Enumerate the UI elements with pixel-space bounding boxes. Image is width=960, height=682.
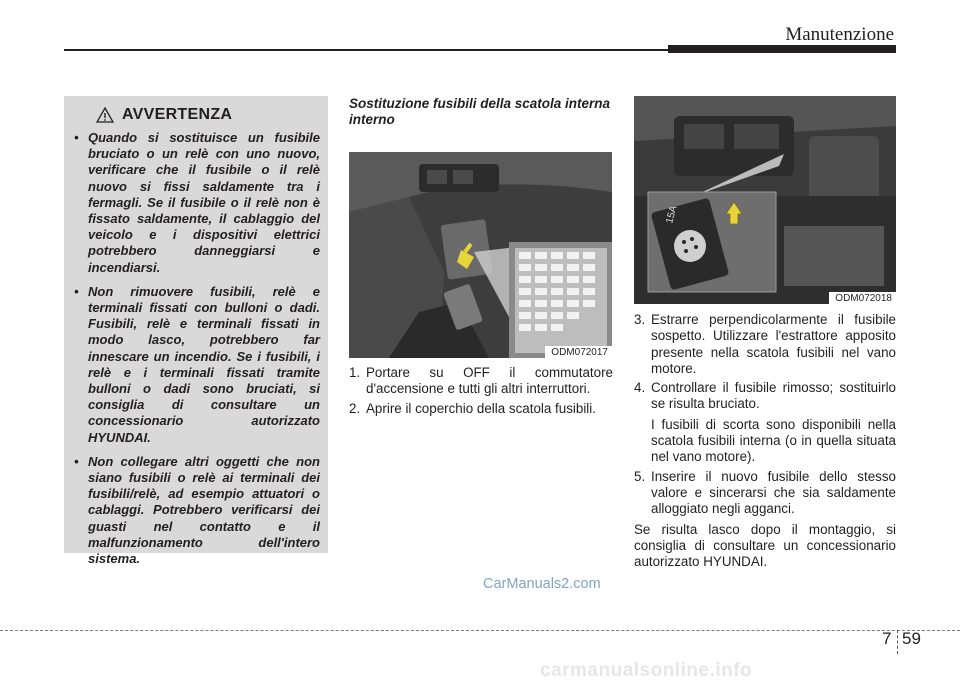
step-number: 4. [634,380,646,396]
fuse-value-text: 15A [664,204,680,225]
warning-triangle-icon [96,107,114,123]
header-rule [64,49,668,51]
warning-item-text: Non rimuovere fusibili, relè e terminali fissati con bulloni o dadi. Fusibili, relè e terminali fissati in modo lasco, potrebbero far innescare un incendio. Se i fusibili, i relè e i terminali fissati tramite bulloni o dadi sono bruciati, si consiglia di consultare un concessionario autorizzato HYUNDAI. [88,283,320,445]
bullet: • [74,283,79,299]
step-item [349,365,613,398]
photo-code-label: ODM072018 [829,292,896,304]
bullet: • [74,130,79,145]
warning-title: AVVERTENZA [122,106,233,123]
photo-code-label: ODM072017 [545,346,612,358]
steps-list-right [634,312,896,518]
bullet: • [74,453,79,469]
right-column [634,96,896,570]
step-number: 2. [349,400,361,416]
dashboard-illustration [349,152,612,358]
step-subnote: I fusibili di scorta sono disponibili nella scatola fusibili interna (o in quella situata nel vano motore). [651,416,896,465]
warning-header [96,102,320,128]
step-number: 3. [634,312,646,327]
step-text: Portare su OFF il commutatore d'accensione e tutti gli altri interruttori. [366,365,613,397]
step-number: 1. [349,365,361,380]
step-text: Aprire il coperchio della scatola fusibili. [366,400,596,416]
warning-box [64,96,328,567]
warning-item [74,130,320,276]
watermark-link[interactable]: CarManuals2.com [483,576,601,592]
page-number-divider [897,630,898,654]
warning-list [74,130,320,567]
middle-column [349,96,613,420]
warning-item [74,284,320,446]
section-title: Sostituzione fusibili della scatola interna interno [349,96,611,127]
footer-watermark: carmanualsonline.info [540,660,753,681]
step-text: Controllare il fusibile rimosso; sostituirlo se risulta bruciato. [651,380,896,412]
warning-item-text: Quando si sostituisce un fusibile bruciato o un relè con uno nuovo, verificare che il fusibile o il relè nuovo si fissi saldamente tra i fermagli. Se il fusibile o il relè non è fissato saldamente, il cablaggio del veicolo e i dispositivi elettrici potrebbero danneggiarsi e incendiarsi. [88,130,320,275]
footer-rule [0,630,960,631]
page-header-title: Manutenzione [785,24,894,45]
step-text: Estrarre perpendicolarmente il fusibile sospetto. Utilizzare l'estrattore apposito presente nella scatola fusibili nel vano motore. [651,312,896,376]
warning-item-text: Non collegare altri oggetti che non siano fusibili o relè ai terminali dei fusibili/relè, ad esempio attuatori o cablaggi. Potrebbero verificarsi dei guasti nel contatto e il malfunzionamento dell'intero sistema. [88,453,320,567]
step-text: Inserire il nuovo fusibile dello stesso valore e sincerarsi che sia saldamente alloggiato negli agganci. [651,468,896,517]
step-item [634,469,896,518]
engine-bay-illustration [634,96,896,304]
steps-list-left [349,365,613,417]
step-item [634,312,896,377]
step-item [349,401,613,417]
closing-note: Se risulta lasco dopo il montaggio, si consiglia di consultare un concessionario autorizzato HYUNDAI. [634,521,896,570]
fuse-puller-photo [634,96,896,304]
page-number: 59 [902,629,921,648]
chapter-number: 7 [882,629,892,648]
step-item [634,380,896,465]
fuse-panel-photo [349,152,612,358]
warning-item [74,454,320,567]
step-number: 5. [634,468,646,484]
header-bar [668,45,896,53]
